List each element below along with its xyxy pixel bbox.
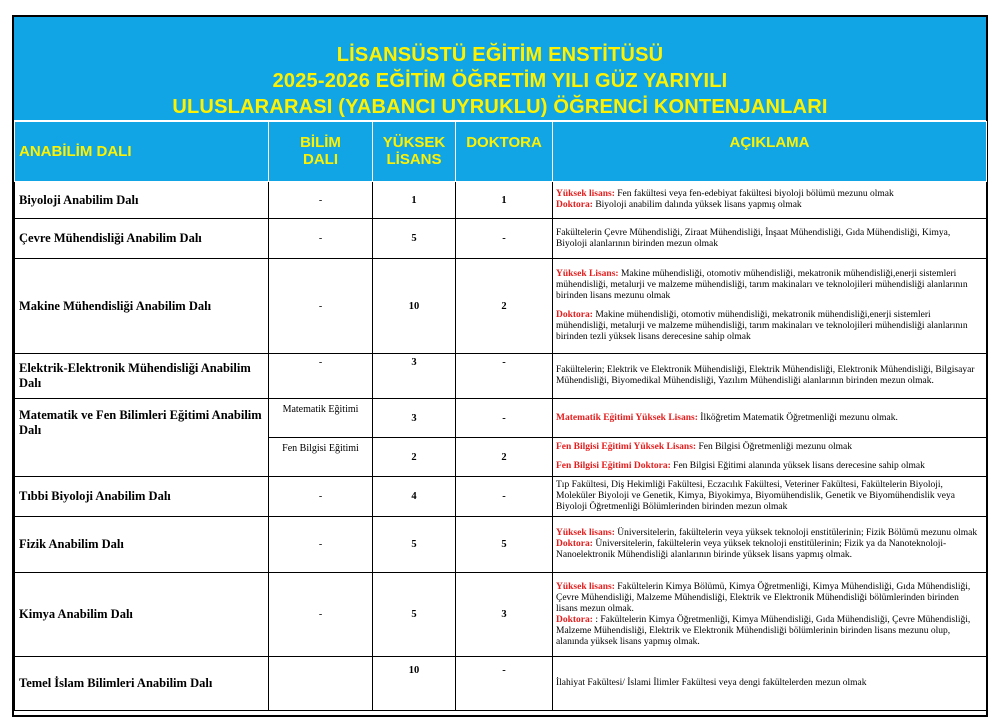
- table-row: [15, 399, 987, 438]
- col-header-bilim: BİLİM DALI: [269, 122, 373, 182]
- yl-quota: 4: [373, 477, 456, 517]
- dept-name: Elektrik-Elektronik Mühendisliği Anabilim Dalı: [15, 354, 269, 399]
- table-row: [15, 477, 987, 517]
- dr-quota: 3: [456, 573, 553, 657]
- dept-name: Kimya Anabilim Dalı: [15, 573, 269, 657]
- bilim-dali: -: [269, 219, 373, 259]
- bilim-dali: Fen Bilgisi Eğitimi: [269, 438, 373, 477]
- col-header-doktora: DOKTORA: [456, 122, 553, 182]
- dr-quota: -: [456, 219, 553, 259]
- bilim-dali: -: [269, 517, 373, 573]
- bilim-dali: -: [269, 354, 373, 399]
- dr-quota: -: [456, 354, 553, 399]
- quota-document: [12, 15, 988, 717]
- bilim-dali: [269, 657, 373, 711]
- yl-quota: 5: [373, 219, 456, 259]
- title-banner: [14, 17, 986, 121]
- description: İlahiyat Fakültesi/ İslami İlimler Fakültesi veya dengi fakültelerden mezun olmak: [553, 657, 987, 711]
- bilim-dali: -: [269, 477, 373, 517]
- dept-name: Tıbbi Biyoloji Anabilim Dalı: [15, 477, 269, 517]
- table-row: [15, 517, 987, 573]
- description: Fen Bilgisi Eğitimi Yüksek Lisans: Fen Bilgisi Öğretmenliği mezunu olmak Fen Bilgisi Eğitimi Doktora: Fen Bilgisi Eğitimi alanında yüksek lisans derecesine sahip olmak: [553, 438, 987, 477]
- yl-quota: 5: [373, 573, 456, 657]
- description: Yüksek lisans: Fen fakültesi veya fen-edebiyat fakültesi biyoloji bölümü mezunu olmak Doktora: Biyoloji anabilim dalında yüksek lisans yapmış olmak: [553, 182, 987, 219]
- yl-quota: 10: [373, 259, 456, 354]
- table-row: [15, 354, 987, 399]
- dept-name: Temel İslam Bilimleri Anabilim Dalı: [15, 657, 269, 711]
- description: Fakültelerin Çevre Mühendisliği, Ziraat Mühendisliği, İnşaat Mühendisliği, Gıda Mühendisliği, Kimya, Biyoloji alanlarının birinden mezun olmak: [553, 219, 987, 259]
- title-line-3: ULUSLARARASI (YABANCI UYRUKLU) ÖĞRENCİ KONTENJANLARI: [172, 96, 828, 118]
- yl-quota: 10: [373, 657, 456, 711]
- dr-quota: 2: [456, 259, 553, 354]
- dept-name: Biyoloji Anabilim Dalı: [15, 182, 269, 219]
- bilim-dali: Matematik Eğitimi: [269, 399, 373, 438]
- table-row: [15, 182, 987, 219]
- description: Yüksek lisans: Fakültelerin Kimya Bölümü, Kimya Öğretmenliği, Kimya Mühendisliği, Gıda Mühendisliği, Çevre Mühendisliği, Malzeme Mühendisliği, Elektrik ve Elektronik Mühendisliği bölümlerinden birinden lisans mezun olmak. Doktora: : Fakültelerin Kimya Öğretmenliği, Kimya Mühendisliği, Gıda Mühendisliği, Çevre Mühendisliği, Malzeme Mühendisliği, Elektrik ve Elektronik Mühendisliği bölümlerinin birinden lisans mezunu olup, alanında yüksek lisans yapmış olmak.: [553, 573, 987, 657]
- bilim-dali: -: [269, 259, 373, 354]
- col-header-yuksek-lisans: YÜKSEK LİSANS: [373, 122, 456, 182]
- dr-quota: -: [456, 657, 553, 711]
- table-row: [15, 573, 987, 657]
- dr-quota: -: [456, 399, 553, 438]
- yl-quota: 2: [373, 438, 456, 477]
- dept-name: Matematik ve Fen Bilimleri Eğitimi Anabilim Dalı: [15, 399, 269, 477]
- col-header-anabilim: ANABİLİM DALI: [15, 122, 269, 182]
- description: Yüksek lisans: Üniversitelerin, fakültelerin veya yüksek teknoloji enstitülerinin; Fizik Bölümü mezunu olmak Doktora: Üniversitelerin, fakültelerin veya yüksek teknoloji enstitülerinin; Fizik ya da Nanoteknoloji- Nanoelektronik Mühendisliği alanlarının birinde yüksek lisans yapmış olmak.: [553, 517, 987, 573]
- dept-name: Makine Mühendisliği Anabilim Dalı: [15, 259, 269, 354]
- table-row: [15, 219, 987, 259]
- yl-quota: 3: [373, 354, 456, 399]
- bilim-dali: -: [269, 182, 373, 219]
- dr-quota: -: [456, 477, 553, 517]
- description: Yüksek Lisans: Makine mühendisliği, otomotiv mühendisliği, mekatronik mühendisliği,enerji sistemleri mühendisliği, metalurji ve malzeme mühendisliği, tarım makinaları ve teknolojileri mühendisliği alanlarının birinden lisans mezunu olmak Doktora: Makine mühendisliği, otomotiv mühendisliği, mekatronik mühendisliği,enerji sistemleri mühendisliği, metalurji ve malzeme mühendisliği, tarım makinaları ve teknolojileri mühendisliği alanlarının birinden tezli yüksek lisans derecesine sahip olmak: [553, 259, 987, 354]
- col-header-aciklama: AÇIKLAMA: [553, 122, 987, 182]
- description: Tıp Fakültesi, Diş Hekimliği Fakültesi, Eczacılık Fakültesi, Veteriner Fakültesi, Fakültelerin Biyoloji, Moleküler Biyoloji ve Genetik, Kimya, Biyokimya, Biyomühendislik, Genetik ve Biyomühendislik veya Biyoloji Öğretmenliği Bölümlerinden birinden mezun olmak: [553, 477, 987, 517]
- yl-quota: 1: [373, 182, 456, 219]
- dr-quota: 2: [456, 438, 553, 477]
- dr-quota: 5: [456, 517, 553, 573]
- quota-table: [14, 121, 987, 711]
- dept-name: Çevre Mühendisliği Anabilim Dalı: [15, 219, 269, 259]
- table-row: [15, 657, 987, 711]
- table-header-row: [15, 122, 987, 182]
- title-line-2: 2025-2026 EĞİTİM ÖĞRETİM YILI GÜZ YARIYILI: [272, 70, 728, 92]
- table-row: [15, 259, 987, 354]
- title-line-1: LİSANSÜSTÜ EĞİTİM ENSTİTÜSÜ: [336, 44, 664, 66]
- yl-quota: 5: [373, 517, 456, 573]
- dr-quota: 1: [456, 182, 553, 219]
- yl-quota: 3: [373, 399, 456, 438]
- description: Matematik Eğitimi Yüksek Lisans: İlköğretim Matematik Öğretmenliği mezunu olmak.: [553, 399, 987, 438]
- bilim-dali: -: [269, 573, 373, 657]
- description: Fakültelerin; Elektrik ve Elektronik Mühendisliği, Elektrik Mühendisliği, Elektronik Mühendisliği, Bilgisayar Mühendisliği, Biyomedikal Mühendisliği, Yazılım Mühendisliği alanlarının birinden mezun olmak.: [553, 354, 987, 399]
- dept-name: Fizik Anabilim Dalı: [15, 517, 269, 573]
